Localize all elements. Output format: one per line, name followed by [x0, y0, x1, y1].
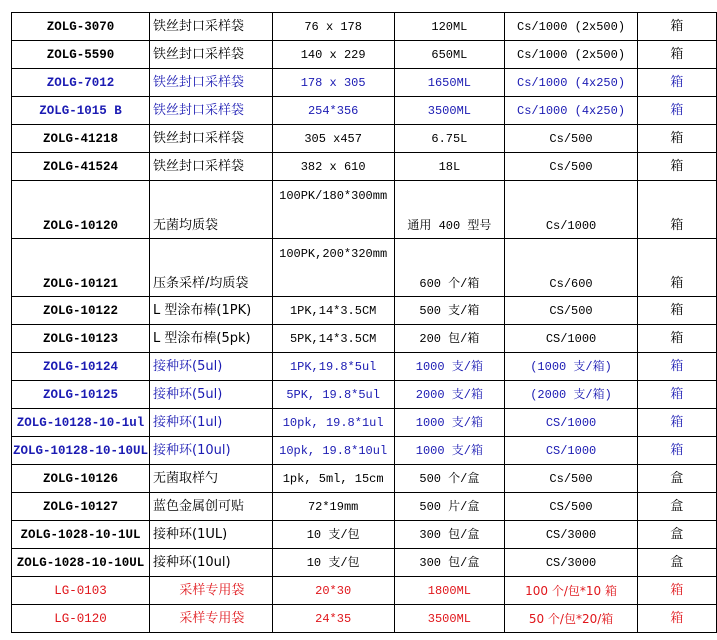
table-row	[12, 605, 717, 633]
spec-cell: 305 x457	[272, 125, 394, 153]
product-name-cell: 采样专用袋	[150, 605, 273, 633]
packing-cell: 100 个/包*10 箱	[505, 577, 638, 605]
spec-cell: 100PK,200*320mm	[272, 239, 394, 297]
table-row	[12, 41, 717, 69]
product-code-cell: ZOLG-10123	[12, 325, 150, 353]
spec-cell: 20*30	[272, 577, 394, 605]
unit-cell: 盒	[637, 465, 716, 493]
capacity-cell: 6.75L	[394, 125, 505, 153]
product-code-cell: ZOLG-1028-10-1UL	[12, 521, 150, 549]
packing-cell: Cs/500	[505, 465, 638, 493]
capacity-cell: 500 支/箱	[394, 297, 505, 325]
product-code-cell: ZOLG-10128-10-10UL	[12, 437, 150, 465]
capacity-cell: 3500ML	[394, 605, 505, 633]
spec-cell: 76 x 178	[272, 13, 394, 41]
product-code-cell: ZOLG-10124	[12, 353, 150, 381]
product-code-cell: ZOLG-41524	[12, 153, 150, 181]
product-name-cell: 接种环(5ul)	[150, 381, 273, 409]
unit-cell: 箱	[637, 125, 716, 153]
product-name-cell: 接种环(5ul)	[150, 353, 273, 381]
table-row	[12, 13, 717, 41]
unit-cell: 箱	[637, 97, 716, 125]
product-code-cell: ZOLG-10120	[12, 181, 150, 239]
spec-cell: 10pk, 19.8*10ul	[272, 437, 394, 465]
spec-cell: 1PK,14*3.5CM	[272, 297, 394, 325]
product-name-cell: 接种环(1UL)	[150, 521, 273, 549]
product-name-cell: 压条采样/均质袋	[150, 239, 273, 297]
table-row	[12, 239, 717, 297]
capacity-cell: 500 个/盒	[394, 465, 505, 493]
capacity-cell: 通用 400 型号	[394, 181, 505, 239]
product-name-cell: 铁丝封口采样袋	[150, 69, 273, 97]
table-row	[12, 97, 717, 125]
packing-cell: Cs/1000 (4x250)	[505, 97, 638, 125]
capacity-cell: 1000 支/箱	[394, 437, 505, 465]
product-code-cell: ZOLG-1028-10-10UL	[12, 549, 150, 577]
packing-cell: CS/1000	[505, 409, 638, 437]
packing-cell: CS/500	[505, 493, 638, 521]
product-code-cell: ZOLG-10125	[12, 381, 150, 409]
spec-cell: 100PK/180*300mm	[272, 181, 394, 239]
product-name-cell: 铁丝封口采样袋	[150, 153, 273, 181]
unit-cell: 箱	[637, 409, 716, 437]
packing-cell: Cs/1000 (2x500)	[505, 13, 638, 41]
unit-cell: 盒	[637, 521, 716, 549]
capacity-cell: 120ML	[394, 13, 505, 41]
spec-cell: 24*35	[272, 605, 394, 633]
spec-cell: 1pk, 5ml, 15cm	[272, 465, 394, 493]
unit-cell: 箱	[637, 605, 716, 633]
table-row	[12, 125, 717, 153]
table-row	[12, 409, 717, 437]
packing-cell: Cs/1000 (4x250)	[505, 69, 638, 97]
unit-cell: 箱	[637, 577, 716, 605]
table-row	[12, 297, 717, 325]
capacity-cell: 200 包/箱	[394, 325, 505, 353]
unit-cell: 箱	[637, 381, 716, 409]
product-table-sheet	[11, 12, 717, 633]
product-code-cell: LG-0120	[12, 605, 150, 633]
table-row	[12, 437, 717, 465]
table-row	[12, 521, 717, 549]
table-row	[12, 465, 717, 493]
unit-cell: 箱	[637, 181, 716, 239]
product-code-cell: ZOLG-10127	[12, 493, 150, 521]
unit-cell: 箱	[637, 41, 716, 69]
capacity-cell: 3500ML	[394, 97, 505, 125]
packing-cell: CS/1000	[505, 437, 638, 465]
packing-cell: CS/1000	[505, 325, 638, 353]
product-name-cell: 接种环(1ul)	[150, 409, 273, 437]
product-name-cell: 蓝色金属创可贴	[150, 493, 273, 521]
product-name-cell: L 型涂布棒(5pk)	[150, 325, 273, 353]
table-row	[12, 181, 717, 239]
unit-cell: 盒	[637, 493, 716, 521]
product-code-cell: ZOLG-3070	[12, 13, 150, 41]
packing-cell: Cs/600	[505, 239, 638, 297]
unit-cell: 箱	[637, 153, 716, 181]
unit-cell: 箱	[637, 239, 716, 297]
table-row	[12, 549, 717, 577]
capacity-cell: 18L	[394, 153, 505, 181]
spec-cell: 254*356	[272, 97, 394, 125]
spec-cell: 1PK,19.8*5ul	[272, 353, 394, 381]
packing-cell: CS/500	[505, 297, 638, 325]
product-name-cell: 无菌取样勺	[150, 465, 273, 493]
spec-cell: 10 支/包	[272, 549, 394, 577]
unit-cell: 盒	[637, 549, 716, 577]
spec-cell: 10 支/包	[272, 521, 394, 549]
unit-cell: 箱	[637, 353, 716, 381]
packing-cell: Cs/500	[505, 125, 638, 153]
table-row	[12, 493, 717, 521]
packing-cell: CS/3000	[505, 549, 638, 577]
table-row	[12, 153, 717, 181]
capacity-cell: 1000 支/箱	[394, 409, 505, 437]
spec-cell: 5PK,14*3.5CM	[272, 325, 394, 353]
product-code-cell: LG-0103	[12, 577, 150, 605]
table-row	[12, 381, 717, 409]
table-row	[12, 69, 717, 97]
product-name-cell: 铁丝封口采样袋	[150, 41, 273, 69]
product-name-cell: 铁丝封口采样袋	[150, 97, 273, 125]
spec-cell: 178 x 305	[272, 69, 394, 97]
capacity-cell: 300 包/盒	[394, 521, 505, 549]
product-code-cell: ZOLG-10122	[12, 297, 150, 325]
product-name-cell: L 型涂布棒(1PK)	[150, 297, 273, 325]
table-row	[12, 325, 717, 353]
product-name-cell: 接种环(10ul)	[150, 437, 273, 465]
table-row	[12, 577, 717, 605]
packing-cell: Cs/1000 (2x500)	[505, 41, 638, 69]
product-code-cell: ZOLG-10121	[12, 239, 150, 297]
product-code-cell: ZOLG-41218	[12, 125, 150, 153]
product-name-cell: 接种环(10ul)	[150, 549, 273, 577]
unit-cell: 箱	[637, 297, 716, 325]
product-code-cell: ZOLG-10126	[12, 465, 150, 493]
table-row	[12, 353, 717, 381]
packing-cell: (2000 支/箱)	[505, 381, 638, 409]
packing-cell: Cs/500	[505, 153, 638, 181]
product-code-cell: ZOLG-1015 B	[12, 97, 150, 125]
capacity-cell: 650ML	[394, 41, 505, 69]
spec-cell: 5PK, 19.8*5ul	[272, 381, 394, 409]
unit-cell: 箱	[637, 437, 716, 465]
unit-cell: 箱	[637, 69, 716, 97]
product-code-cell: ZOLG-7012	[12, 69, 150, 97]
capacity-cell: 1650ML	[394, 69, 505, 97]
spec-cell: 140 x 229	[272, 41, 394, 69]
product-code-cell: ZOLG-10128-10-1ul	[12, 409, 150, 437]
product-name-cell: 铁丝封口采样袋	[150, 125, 273, 153]
unit-cell: 箱	[637, 325, 716, 353]
capacity-cell: 300 包/盒	[394, 549, 505, 577]
unit-cell: 箱	[637, 13, 716, 41]
capacity-cell: 2000 支/箱	[394, 381, 505, 409]
product-table	[11, 12, 717, 633]
packing-cell: (1000 支/箱)	[505, 353, 638, 381]
product-name-cell: 采样专用袋	[150, 577, 273, 605]
packing-cell: Cs/1000	[505, 181, 638, 239]
capacity-cell: 600 个/箱	[394, 239, 505, 297]
capacity-cell: 1000 支/箱	[394, 353, 505, 381]
capacity-cell: 1800ML	[394, 577, 505, 605]
packing-cell: CS/3000	[505, 521, 638, 549]
product-name-cell: 无菌均质袋	[150, 181, 273, 239]
product-code-cell: ZOLG-5590	[12, 41, 150, 69]
capacity-cell: 500 片/盒	[394, 493, 505, 521]
packing-cell: 50 个/包*20/箱	[505, 605, 638, 633]
spec-cell: 72*19mm	[272, 493, 394, 521]
spec-cell: 382 x 610	[272, 153, 394, 181]
spec-cell: 10pk, 19.8*1ul	[272, 409, 394, 437]
product-name-cell: 铁丝封口采样袋	[150, 13, 273, 41]
